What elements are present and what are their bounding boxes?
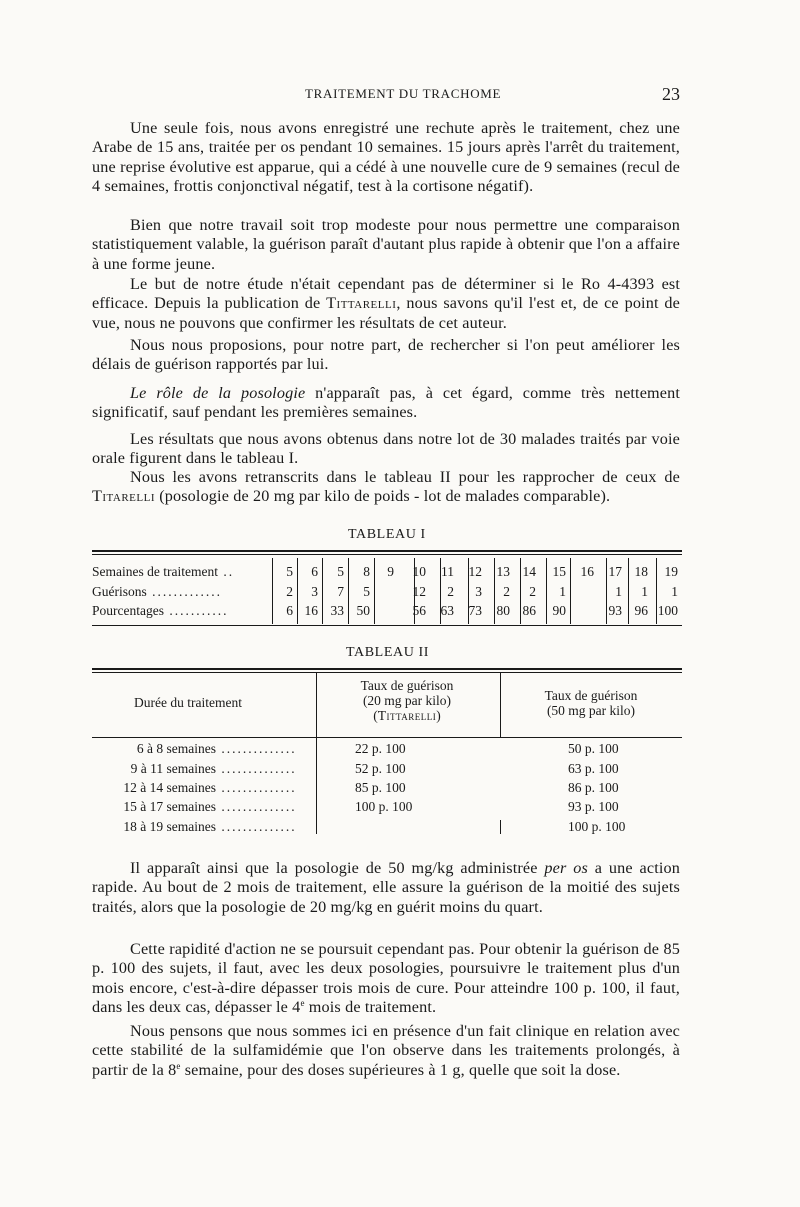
italic-phrase: Le rôle de la posologie bbox=[130, 384, 306, 402]
paragraph-text: , nous savons qu'il l'est et, de ce point de vue, nous ne pouvons que confirmer les résultats de cet auteur. bbox=[92, 294, 680, 332]
table2-row-label bbox=[92, 799, 297, 815]
table2-cell-50mg: 100 p. 100 bbox=[568, 819, 626, 834]
header-line: (20 mg par kilo) bbox=[362, 693, 452, 708]
row-label-text: Semaines de traitement bbox=[92, 564, 218, 579]
table2-col-20mg-header: Taux de guérison (20 mg par kilo) (Tittarelli) bbox=[316, 678, 498, 723]
table1-cell: 100 bbox=[657, 603, 678, 618]
table1-cell: 12 bbox=[412, 584, 426, 599]
table1-cell: 1 bbox=[671, 584, 678, 599]
table1-cell: 9 bbox=[387, 564, 394, 579]
table1-cell: 6 bbox=[311, 564, 318, 579]
table1-cell: 2 bbox=[447, 584, 454, 599]
table1-cell: 18 bbox=[634, 564, 648, 579]
table1-cell: 2 bbox=[503, 584, 510, 599]
paragraph-statistics bbox=[92, 216, 680, 274]
header-line: Taux de guérison bbox=[544, 688, 638, 703]
table1-cell: 1 bbox=[641, 584, 648, 599]
paragraph-relapse bbox=[92, 119, 680, 197]
table1-cell: 13 bbox=[496, 564, 510, 579]
table1-cell: 16 bbox=[304, 603, 318, 618]
leader-dots: .............. bbox=[216, 761, 297, 776]
table1-cell: 50 bbox=[356, 603, 370, 618]
table1-cell: 90 bbox=[552, 603, 566, 618]
table1-cell: 63 bbox=[440, 603, 454, 618]
table1-cell: 6 bbox=[286, 603, 293, 618]
page-number: 23 bbox=[662, 84, 680, 104]
table2-col-50mg-header bbox=[500, 688, 682, 718]
italic-phrase: per os bbox=[544, 859, 588, 877]
table1-cell: 11 bbox=[441, 564, 454, 579]
row-label-text: 18 à 19 semaines bbox=[123, 819, 216, 834]
table1-cell: 86 bbox=[522, 603, 536, 618]
table1-cell: 93 bbox=[608, 603, 622, 618]
table1-bottom-rule bbox=[92, 625, 682, 626]
leader-dots: ........... bbox=[163, 603, 229, 618]
table2-cell-20mg: 85 p. 100 bbox=[355, 780, 406, 795]
table1-cell: 5 bbox=[286, 564, 293, 579]
table1-cell: 12 bbox=[468, 564, 482, 579]
row-label-text: 6 à 8 semaines bbox=[136, 741, 216, 756]
leader-dots: .. bbox=[217, 564, 235, 579]
paragraph-text: Le but de notre étude n'était cependant pas de déterminer si le Ro 4-4393 est efficace. Depuis la publication de bbox=[92, 275, 680, 313]
table1-cell: 3 bbox=[475, 584, 482, 599]
table1-cell: 33 bbox=[330, 603, 344, 618]
table1-row-label bbox=[92, 564, 234, 580]
table1-top-rule bbox=[92, 554, 682, 555]
author-name: Tittarelli bbox=[377, 708, 437, 723]
table1-cell: 1 bbox=[559, 584, 566, 599]
table1-cell: 5 bbox=[363, 584, 370, 599]
table1-top-rule bbox=[92, 550, 682, 552]
paragraph-results bbox=[92, 430, 680, 469]
table1-cell: 19 bbox=[664, 564, 678, 579]
paragraph-purpose bbox=[92, 275, 680, 333]
paragraph-text: Nous nous proposions, pour notre part, de rechercher si l'on peut améliorer les délais de guérison rapportés par lui. bbox=[92, 336, 680, 374]
paragraph-comparison bbox=[92, 468, 680, 507]
table2-divider bbox=[500, 820, 501, 834]
paragraph-text: Il apparaît ainsi que la posologie de 50 mg/kg administrée bbox=[130, 859, 545, 877]
leader-dots: ............. bbox=[146, 584, 222, 599]
table1-cell: 15 bbox=[552, 564, 566, 579]
table1-cell: 56 bbox=[412, 603, 426, 618]
table2-divider bbox=[316, 673, 317, 737]
row-label-text: 9 à 11 semaines bbox=[130, 761, 216, 776]
table1-cell: 5 bbox=[337, 564, 344, 579]
paragraph-text: semaine, pour des doses supérieures à 1 g, quelle que soit la dose. bbox=[180, 1060, 621, 1079]
table1-row-label bbox=[92, 584, 222, 600]
table1-row-label bbox=[92, 603, 228, 619]
table1-cell: 1 bbox=[615, 584, 622, 599]
leader-dots: .............. bbox=[216, 819, 297, 834]
table2-cell-50mg: 93 p. 100 bbox=[568, 799, 619, 814]
table1-cell: 7 bbox=[337, 584, 344, 599]
table2-row-label bbox=[92, 819, 297, 835]
header-line: (50 mg par kilo) bbox=[546, 703, 636, 718]
paragraph-text: Bien que notre travail soit trop modeste pour nous permettre une comparaison statistiquement valable, la guérison paraît d'autant plus rapide à obtenir que l'on a affaire à une forme jeune. bbox=[92, 216, 680, 273]
table1-cell: 8 bbox=[363, 564, 370, 579]
table2-cell-20mg: 22 p. 100 bbox=[355, 741, 406, 756]
leader-dots: .............. bbox=[216, 799, 297, 814]
paragraph-text: Une seule fois, nous avons enregistré une rechute après le traitement, chez une Arabe de 15 ans, traitée per os pendant 10 semaines. 15 jours après l'arrêt du traitement, une reprise évolutive est apparue, qui a cédé à une nouvelle cure de 9 semaines (recul de 4 semaines, frottis conjonctival négatif, test à la cortisone négatif). bbox=[92, 119, 680, 196]
paragraph-text: n'apparaît pas, à cet égard, comme très nettement significatif, sauf pendant les premières semaines. bbox=[92, 384, 681, 422]
table1-caption: TABLEAU I bbox=[348, 527, 426, 542]
table2-row-label bbox=[92, 780, 297, 796]
paragraph-text: a une action rapide. Au bout de 2 mois de traitement, elle assure la guérison de la moitié des sujets traités, alors que la posologie de 20 mg/kg en guérit moins du quart. bbox=[92, 859, 681, 916]
running-title: TRAITEMENT DU TRACHOME bbox=[305, 86, 502, 101]
author-name: Titarelli bbox=[92, 487, 155, 506]
table2-cell-50mg: 63 p. 100 bbox=[568, 761, 619, 776]
paragraph-rapid-action bbox=[92, 859, 680, 917]
table1-cell: 96 bbox=[634, 603, 648, 618]
table2-header-rule bbox=[92, 737, 682, 738]
paragraph-text: Cette rapidité d'action ne se poursuit cependant pas. Pour obtenir la guérison de 85 p. 100 des sujets, il faut, avec les deux posologies, poursuivre le traitement plus d'un mois encore, c'est-à-dire dépasser trois mois de cure. Pour atteindre 100 p. 100, il faut, dans les deux cas, dépasser le 4 bbox=[92, 940, 680, 1017]
table1-cell: 73 bbox=[468, 603, 482, 618]
table1-cell: 14 bbox=[522, 564, 536, 579]
row-label-text: 15 à 17 semaines bbox=[123, 799, 216, 814]
table2-cell-50mg: 50 p. 100 bbox=[568, 741, 619, 756]
paragraph-text: mois de traitement. bbox=[304, 998, 437, 1017]
table1-cell: 80 bbox=[496, 603, 510, 618]
table2-top-rule bbox=[92, 668, 682, 670]
table2-caption: TABLEAU II bbox=[346, 645, 430, 660]
table2-row-label bbox=[92, 761, 297, 777]
paragraph-text: Nous les avons retranscrits dans le tableau II pour les rapprocher de ceux de bbox=[130, 468, 680, 486]
paragraph-conclusion bbox=[92, 1022, 680, 1080]
leader-dots: .............. bbox=[216, 780, 297, 795]
table2-cell-20mg: 52 p. 100 bbox=[355, 761, 406, 776]
row-label-text: Guérisons bbox=[92, 584, 147, 599]
table1-cell: 17 bbox=[608, 564, 622, 579]
table1-cell: 2 bbox=[286, 584, 293, 599]
table2-divider bbox=[500, 673, 501, 737]
table1-cell: 3 bbox=[311, 584, 318, 599]
paragraph-text: Nous pensons que nous sommes ici en présence d'un fait clinique en relation avec cette stabilité de la sulfamidémie que l'on observe dans les traitements prolongés, à partir de la 8 bbox=[92, 1022, 680, 1079]
table2-row-label bbox=[92, 741, 297, 757]
table2-top-rule bbox=[92, 672, 682, 673]
paragraph-text: (posologie de 20 mg par kilo de poids - lot de malades comparable). bbox=[155, 487, 611, 506]
superscript: e bbox=[176, 1060, 181, 1071]
paragraph-posology bbox=[92, 384, 680, 423]
table1-cell: 16 bbox=[580, 564, 594, 579]
table1-cell: 2 bbox=[529, 584, 536, 599]
header-line: Taux de guérison bbox=[360, 678, 454, 693]
table2-cell-20mg: 100 p. 100 bbox=[355, 799, 413, 814]
author-name: Tittarelli bbox=[326, 294, 397, 313]
table2-divider bbox=[316, 738, 317, 834]
paragraph-proposal bbox=[92, 336, 680, 375]
leader-dots: .............. bbox=[216, 741, 297, 756]
row-label-text: 12 à 14 semaines bbox=[123, 780, 216, 795]
table1-cell: 10 bbox=[412, 564, 426, 579]
paragraph-rapidity bbox=[92, 940, 680, 1018]
superscript: e bbox=[300, 998, 305, 1009]
table2-cell-50mg: 86 p. 100 bbox=[568, 780, 619, 795]
row-label-text: Pourcentages bbox=[92, 603, 164, 618]
table2-col-duration-header: Durée du traitement bbox=[134, 695, 242, 710]
paragraph-text: Les résultats que nous avons obtenus dans notre lot de 30 malades traités par voie orale figurent dans le tableau I. bbox=[92, 430, 680, 468]
